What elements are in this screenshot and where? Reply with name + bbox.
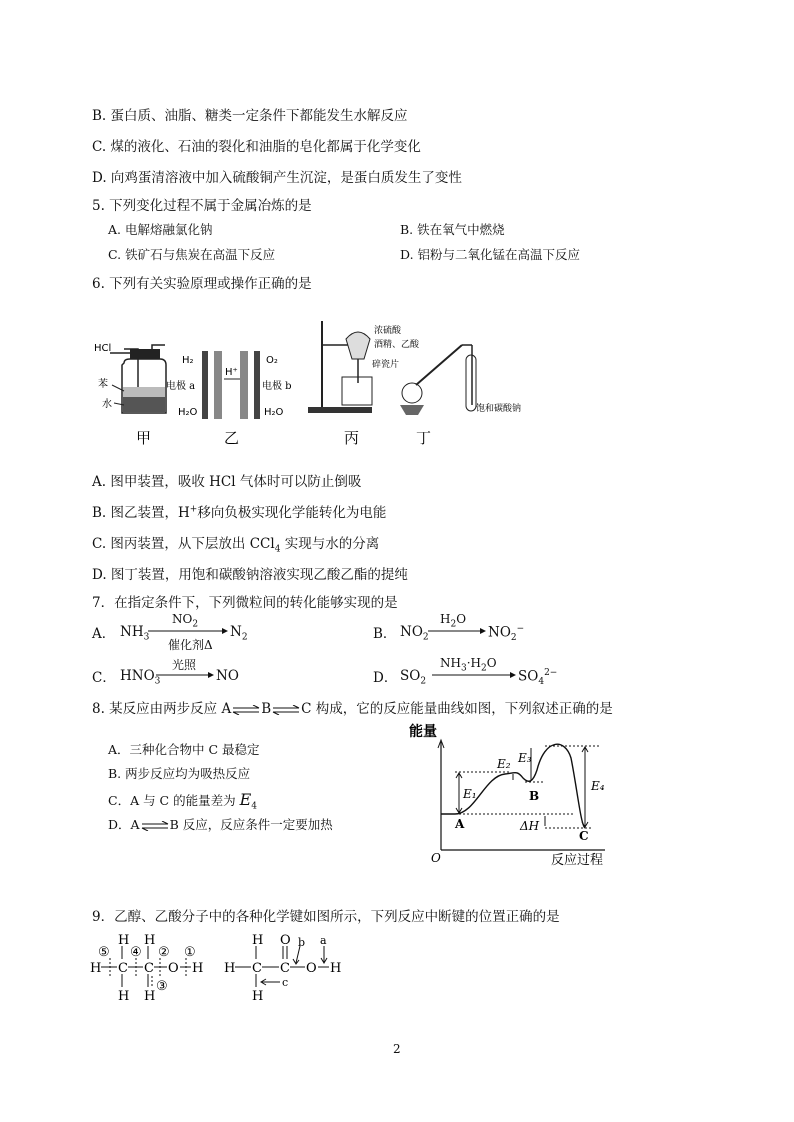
svg-text:H: H: [118, 933, 130, 948]
q7-option-d: D．: [373, 670, 398, 686]
ethanol-mark-1: ①: [184, 945, 196, 960]
q7-d-product-main: SO: [518, 668, 539, 685]
q7-d-above-tail: ·H: [466, 656, 481, 670]
energy-label-dh: ΔH: [520, 819, 540, 833]
q5-option-b: B. 铁在氧气中燃烧: [400, 222, 505, 237]
ding-chips-label: 碎瓷片: [372, 360, 400, 370]
q7-c-reactant: [120, 668, 160, 687]
q7-c-above: 光照: [172, 658, 197, 672]
q4-option-b: B. 蛋白质、油脂、糖类一定条件下都能发生水解反应: [92, 108, 408, 124]
ding-reagent-2: 酒精、乙酸: [374, 340, 420, 350]
q6-option-b-pre: B. 图乙装置，H: [92, 505, 190, 521]
q4-option-d: D. 向鸡蛋清溶液中加入硫酸铜产生沉淀，是蛋白质发生了变性: [92, 170, 462, 186]
svg-text:H: H: [252, 933, 264, 948]
svg-text:H: H: [90, 961, 102, 976]
svg-text:C: C: [118, 961, 128, 976]
q7-d-above-sub: 3: [460, 663, 467, 674]
yi-water-right: H₂O: [264, 407, 284, 418]
svg-text:C: C: [252, 961, 262, 976]
energy-point-b: B: [529, 789, 540, 803]
acetic-mark-b: b: [298, 936, 306, 949]
q6-option-b-post: 移向负极实现化学能转化为电能: [197, 505, 387, 521]
energy-label-e2: E₂: [497, 757, 511, 771]
q8-stem-pre: 8. 某反应由两步反应 A: [92, 701, 232, 717]
q7-b-product: [488, 624, 524, 643]
svg-text:H: H: [118, 989, 130, 1002]
q7-c-reactant-main: HNO: [120, 668, 155, 684]
q8-option-d-post: B 反应，反应条件一定要加热: [169, 817, 333, 832]
apparatus-yi: [166, 351, 292, 447]
svg-text:C: C: [144, 961, 154, 976]
q6-option-c-pre: C. 图丙装置，从下层放出 CCl: [92, 536, 275, 552]
q7-d-above-main: NH: [440, 656, 461, 670]
apparatus-ding: [372, 324, 521, 447]
q4-option-c: C. 煤的液化、石油的裂化和油脂的皂化都属于化学变化: [92, 139, 421, 155]
yi-o2-label: O₂: [266, 355, 278, 366]
q7-a-product-main: N: [230, 624, 242, 640]
q7-b-reactant-sub: 2: [422, 632, 429, 643]
q7-a-arrow: [148, 626, 228, 636]
svg-text:H: H: [144, 989, 156, 1002]
q6-option-d: D. 图丁装置，用饱和碳酸钠溶液实现乙酸乙酯的提纯: [92, 567, 408, 583]
q7-a-above-main: NO: [172, 612, 193, 626]
q8-eq-arrow-2: [271, 705, 301, 715]
energy-point-a: A: [455, 817, 465, 831]
q7-d-above-tail2: O: [486, 656, 497, 670]
q7-b-reactant-main: NO: [400, 624, 423, 640]
svg-text:H: H: [330, 961, 342, 976]
acetic-acid-structure: [222, 930, 352, 1002]
apparatus-figure: [90, 315, 550, 450]
q8-eq-arrow-1: [231, 705, 261, 715]
q8-stem-mid: B: [261, 701, 272, 717]
acetic-mark-c: c: [282, 976, 289, 989]
acetic-mark-a: a: [320, 934, 327, 947]
jia-water-label: 水: [102, 399, 112, 410]
yi-h2-label: H₂: [182, 355, 194, 366]
q6-option-c-sub: 4: [274, 544, 281, 555]
q7-b-above-main: H: [440, 612, 451, 626]
q5-option-d: D. 铝粉与二氧化锰在高温下反应: [400, 247, 581, 262]
q8-option-c: [108, 790, 257, 812]
q5-option-a: A. 电解熔融氯化钠: [108, 222, 213, 237]
q7-a-product-sub: 2: [241, 632, 248, 643]
ethanol-mark-2: ②: [158, 945, 170, 960]
ethanol-structure: [88, 930, 218, 1002]
q7-b-reactant: [400, 624, 429, 643]
q7-a-reactant-main: NH: [120, 624, 144, 640]
svg-text:C: C: [280, 961, 290, 976]
svg-text:H: H: [252, 989, 264, 1002]
q8-option-b: B. 两步反应均为吸热反应: [108, 766, 251, 781]
q8-stem-post: C 构成，它的反应能量曲线如图，下列叙述正确的是: [301, 701, 613, 717]
energy-label-e4: E₄: [591, 779, 605, 793]
energy-diagram: [405, 718, 620, 868]
q8-option-c-e: E: [239, 790, 252, 809]
q7-d-reactant: [400, 668, 426, 687]
q7-c-product: NO: [216, 668, 239, 684]
apparatus-bing: [308, 321, 372, 447]
q7-b-product-main: NO: [488, 624, 511, 641]
jia-caption: 甲: [136, 429, 152, 447]
q7-a-reactant: [120, 624, 149, 643]
energy-ylabel: 能量: [409, 724, 437, 740]
svg-text:O: O: [280, 933, 291, 948]
q6-option-c-post: 实现与水的分离: [280, 536, 380, 552]
q8-d-eq-arrow: [140, 821, 170, 831]
q7-b-above-tail: O: [456, 612, 467, 626]
q7-a-reactant-sub: 3: [143, 632, 150, 643]
q7-option-c: C．: [92, 670, 116, 686]
ding-solution-label: 饱和碳酸钠: [476, 404, 522, 414]
q7-a-above-sub: 2: [192, 619, 199, 630]
q7-b-arrow: [428, 626, 486, 636]
q7-d-product-sup: 2−: [544, 668, 558, 678]
jia-gas-label: HCl: [94, 343, 112, 354]
svg-text:O: O: [306, 961, 317, 976]
q8-option-a: A．三种化合物中 C 最稳定: [108, 742, 260, 757]
ethanol-mark-5: ⑤: [98, 945, 110, 960]
q7-d-reactant-main: SO: [400, 668, 421, 684]
q7-a-label: A．: [92, 626, 116, 642]
q6-option-b: [92, 501, 386, 521]
svg-text:H: H: [144, 933, 156, 948]
q7-option-a: [92, 622, 115, 642]
page-number: 2: [393, 1042, 401, 1056]
energy-xlabel: 反应过程: [551, 853, 604, 868]
q7-d-product-sub: 4: [538, 677, 545, 688]
yi-hplus-label: H⁺: [225, 367, 238, 378]
q8-option-c-text: C．A 与 C 的能量差为: [108, 793, 236, 808]
q9-stem: 9．乙醇、乙酸分子中的各种化学键如图所示，下列反应中断键的位置正确的是: [92, 909, 560, 925]
apparatus-jia: [94, 343, 166, 447]
yi-caption: 乙: [224, 429, 240, 447]
q5-option-c: C. 铁矿石与焦炭在高温下反应: [108, 247, 276, 262]
q5-stem: 5. 下列变化过程不属于金属冶炼的是: [92, 198, 312, 214]
q8-option-d-pre: D．A: [108, 817, 140, 832]
q6-option-b-sup: +: [189, 504, 198, 515]
svg-text:H: H: [224, 961, 236, 976]
q7-d-arrow: [432, 670, 516, 680]
yi-electrode-a: 电极 a: [166, 381, 196, 392]
q6-stem: 6. 下列有关实验原理或操作正确的是: [92, 276, 312, 292]
q6-option-a: A. 图甲装置，吸收 HCl 气体时可以防止倒吸: [92, 474, 362, 490]
q7-d-reactant-sub: 2: [420, 676, 427, 687]
svg-text:O: O: [168, 961, 179, 976]
jia-benzene-label: 苯: [98, 379, 108, 390]
q8-stem: [92, 697, 613, 717]
q8-option-c-sub: 4: [251, 801, 257, 812]
svg-text:H: H: [192, 961, 204, 976]
q7-a-below: 催化剂Δ: [168, 638, 213, 652]
q7-option-b: B．: [373, 626, 397, 642]
ethanol-mark-3: ③: [156, 979, 168, 994]
energy-label-e1: E₁: [463, 787, 477, 801]
q7-b-above-sub: 2: [450, 619, 457, 630]
q7-a-product: [230, 624, 248, 643]
ding-caption: 丁: [416, 429, 432, 447]
q6-option-c: [92, 532, 379, 555]
q7-c-arrow: [156, 670, 214, 680]
energy-point-c: C: [579, 829, 589, 843]
q8-option-d: [108, 815, 333, 833]
q7-b-product-sub: 2: [510, 633, 517, 644]
energy-label-e3: E₃: [518, 751, 532, 765]
yi-electrode-b: 电极 b: [262, 381, 292, 392]
q7-d-above-sub2: 2: [480, 663, 487, 674]
ethanol-mark-4: ④: [130, 945, 142, 960]
q7-c-reactant-sub: 3: [154, 676, 161, 687]
q7-b-product-sup: −: [516, 624, 525, 634]
q7-d-product: [518, 668, 557, 687]
yi-water-left: H₂O: [178, 407, 198, 418]
energy-origin: O: [431, 851, 441, 865]
q7-stem: 7．在指定条件下，下列微粒间的转化能够实现的是: [92, 595, 398, 611]
bing-caption: 丙: [344, 429, 360, 447]
ding-reagent-1: 浓硫酸: [374, 326, 402, 336]
